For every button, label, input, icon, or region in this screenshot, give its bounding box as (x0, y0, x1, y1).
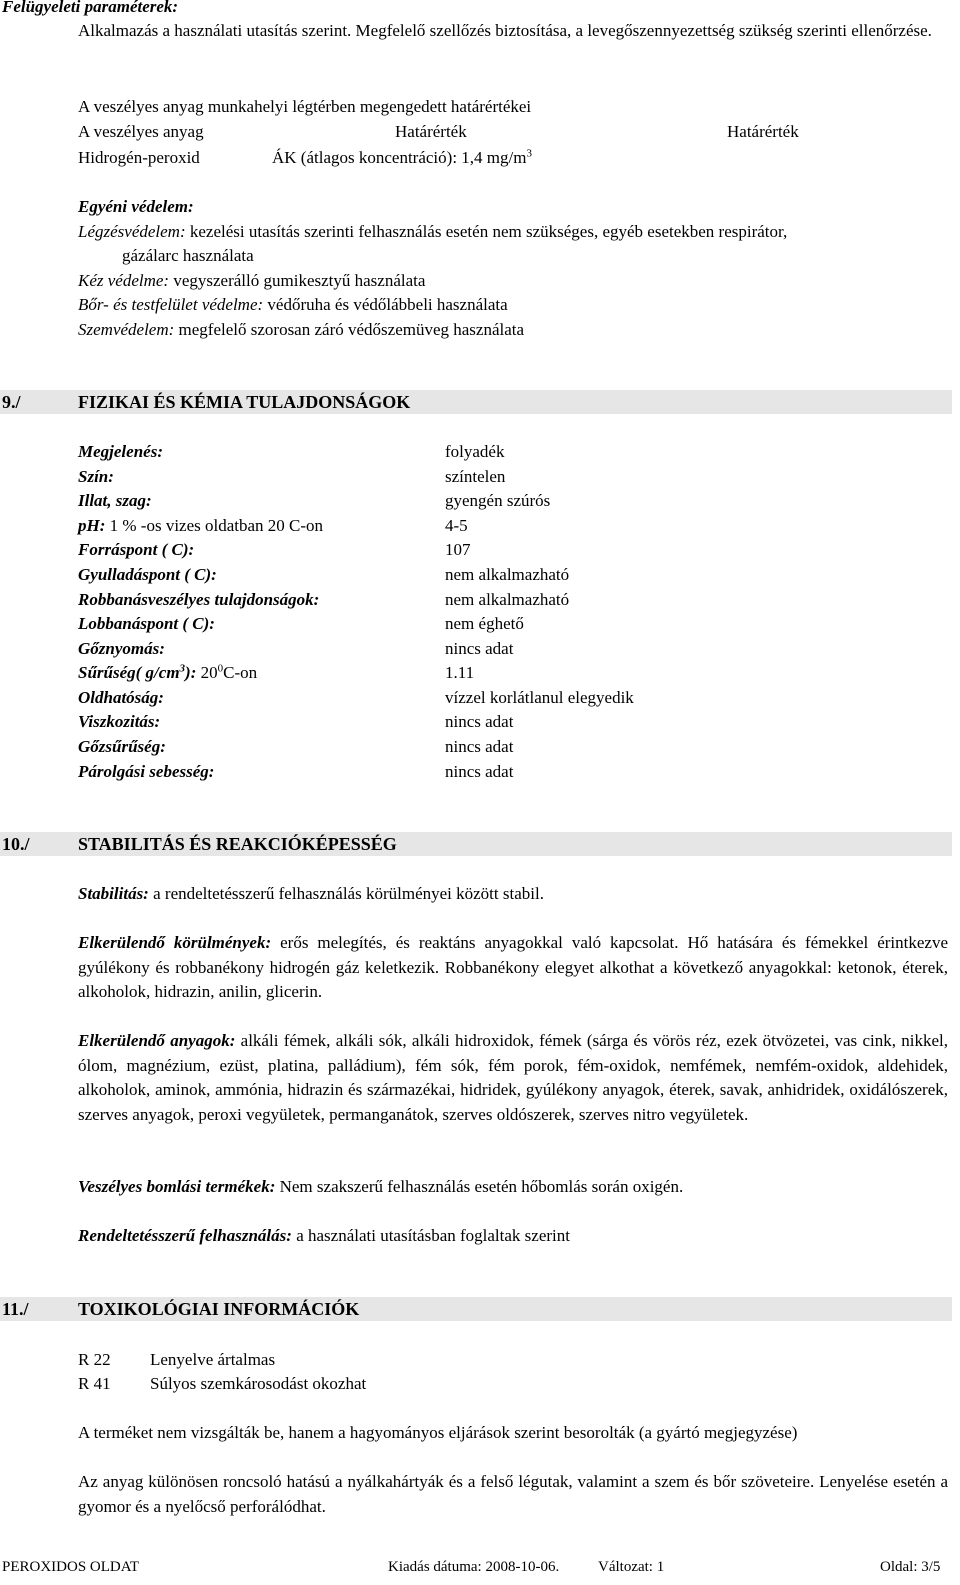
prop-value: nincs adat (445, 639, 514, 658)
limits-col-limit2: Határérték (727, 122, 799, 141)
conditions-paragraph: Elkerülendő körülmények: erős melegítés, és reaktáns anyagokkal való kapcsolat. Hő hatására és fémekkel érintkezve gyúlékony és robbanékony hidrogén gáz keletkezik. Robbanékony elegyet alkothat a következő anyagokkal: ketonok, éterek, alkoholok, hidrazin, anilin, glicerin. (78, 933, 948, 1001)
section-11-number: 11./ (2, 1299, 29, 1319)
materials-paragraph: Elkerülendő anyagok: alkáli fémek, alkáli sók, alkáli hidroxidok, fémek (sárga és vörös réz, ezek ötvözetei, vas cink, nikkel, ólom, magnézium, ezüst, platina, palládium), fém sók, fém porok, fém-oxidok, nemfémek, nemfém-oxidok, aldehidek, alkoholok, aminok, ammónia, hidrazin és származékai, hidridek, gyúlékony anyagok, éterek, savak, anhidridek, oxidálószerek, szerves anyagok, peroxi vegyületek, permanganátok, szerves oldószerek, szerves nitro vegyületek. (78, 1031, 949, 1124)
footer-product: PEROXIDOS OLDAT (2, 1559, 140, 1575)
prop-label: Oldhatóság: (78, 688, 164, 707)
monitoring-text: Alkalmazás a használati utasítás szerint. Megfelelő szellőzés biztosítása, a levegőszennyezettség szükség szerinti ellenőrzése. (78, 21, 932, 40)
prop-value: színtelen (445, 467, 506, 486)
section-10-title: STABILITÁS ÉS REAKCIÓKÉPESSÉG (78, 834, 397, 854)
prop-label: Viszkozitás: (78, 712, 161, 731)
section-9-number: 9./ (2, 392, 21, 412)
ppe-respiratory-cont: gázálarc használata (122, 246, 254, 265)
r-phrase-code: R 41 (78, 1374, 111, 1393)
prop-label: Lobbanáspont ( C): (78, 614, 215, 633)
section-9-title: FIZIKAI ÉS KÉMIA TULAJDONSÁGOK (78, 392, 411, 412)
r-phrase-code: R 22 (78, 1350, 111, 1369)
section-10-number: 10./ (2, 834, 30, 854)
prop-label: Illat, szag: (78, 491, 152, 510)
stability-paragraph: Stabilitás: a rendeltetésszerű felhasználás körülményei között stabil. (78, 884, 544, 903)
ppe-hand: Kéz védelme: vegyszerálló gumikesztyű használata (78, 271, 426, 290)
prop-value: 1.11 (445, 663, 475, 682)
section-10-header (0, 832, 952, 856)
footer-date: Kiadás dátuma: 2008-10-06. (388, 1559, 560, 1575)
ppe-heading: Egyéni védelem: (78, 197, 194, 216)
prop-label: pH: 1 % -os vizes oldatban 20 C-on (78, 516, 324, 535)
prop-label: Forráspont ( C): (78, 540, 195, 559)
prop-value: 107 (445, 540, 471, 559)
monitoring-heading: Felügyeleti paraméterek: (2, 0, 179, 16)
prop-label: Sűrűség( $g/cm^3$): $20^0C-on$ (78, 662, 258, 682)
limits-row-substance: Hidrogén-peroxid (78, 148, 200, 167)
prop-label: Gőznyomás: (78, 639, 165, 658)
section-9-header (0, 390, 952, 414)
r-phrase-text: Súlyos szemkárosodást okozhat (150, 1374, 367, 1393)
unit-superscript: 3 (526, 147, 532, 160)
ppe-skin: Bőr- és testfelület védelme: védőruha és védőlábbeli használata (78, 295, 508, 314)
prop-label: Megjelenés: (78, 442, 163, 461)
limits-row-value: ÁK (átlagos koncentráció): 1,4 $mg/m^3$ (272, 147, 532, 167)
prop-value: folyadék (445, 442, 505, 461)
prop-label: Gyulladáspont ( C): (78, 565, 217, 584)
section-11-header (0, 1297, 952, 1321)
footer-version: Változat: 1 (598, 1559, 665, 1575)
toxicology-note-1: A terméket nem vizsgálták be, hanem a hagyományos eljárások szerint besorolták (a gyártó megjegyzése) (78, 1423, 798, 1442)
ppe-respiratory: Légzésvédelem: kezelési utasítás szerinti felhasználás esetén nem szükséges, egyéb esetekben respirátor, (78, 222, 788, 241)
prop-value: nem éghető (445, 614, 524, 633)
prop-value: nem alkalmazható (445, 565, 570, 584)
r-phrase-text: Lenyelve ártalmas (150, 1350, 276, 1369)
prop-label: Szín: (78, 467, 114, 486)
toxicology-note-2: Az anyag különösen roncsoló hatású a nyálkahártyák és a felső légutak, valamint a szem és bőr szöveteire. Lenyelése esetén a gyomor és a nyelőcső perforálódhat. (78, 1472, 948, 1516)
prop-value: nincs adat (445, 737, 514, 756)
limits-col-substance: A veszélyes anyag (78, 122, 204, 141)
prop-value: nincs adat (445, 762, 514, 781)
limits-col-limit1: Határérték (395, 122, 467, 141)
prop-value: vízzel korlátlanul elegyedik (445, 688, 634, 707)
prop-label: Gőzsűrűség: (78, 737, 166, 756)
prop-label: Robbanásveszélyes tulajdonságok: (78, 590, 320, 609)
prop-value: 4-5 (445, 516, 468, 535)
decomposition-paragraph: Veszélyes bomlási termékek: Nem szakszerű felhasználás esetén hőbomlás során oxigén. (78, 1177, 684, 1196)
section-11-title: TOXIKOLÓGIAI INFORMÁCIÓK (78, 1299, 360, 1319)
prop-label: Párolgási sebesség: (78, 762, 215, 781)
limits-title: A veszélyes anyag munkahelyi légtérben megengedett határértékei (78, 97, 532, 116)
footer-page: Oldal: 3/5 (880, 1559, 941, 1575)
prop-value: nincs adat (445, 712, 514, 731)
ppe-eye: Szemvédelem: megfelelő szorosan záró védőszemüveg használata (78, 320, 525, 339)
intended-use-paragraph: Rendeltetésszerű felhasználás: a használati utasításban foglaltak szerint (78, 1226, 570, 1245)
prop-value: gyengén szúrós (445, 491, 551, 510)
prop-value: nem alkalmazható (445, 590, 570, 609)
